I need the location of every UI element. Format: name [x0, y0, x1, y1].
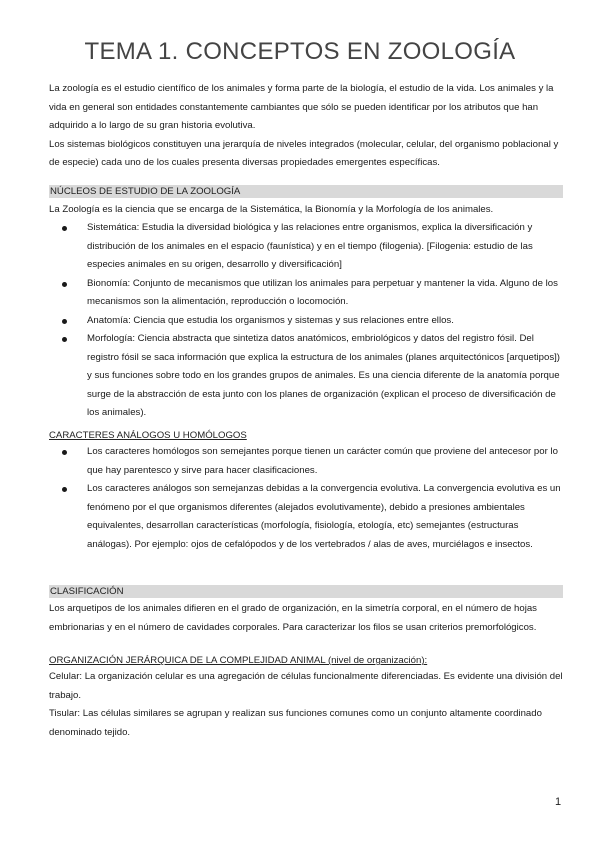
- list-item: Anatomía: Ciencia que estudia los organismos y sistemas y sus relaciones entre ellos.: [49, 312, 563, 331]
- page-number: 1: [555, 796, 562, 808]
- section1-lead-text: La Zoología es la ciencia que se encarga de la Sistemática, la Bionomía y la Morfología de los animales.: [49, 204, 494, 215]
- intro-paragraph-1: La zoología es el estudio científico de los animales y forma parte de la biología, el estudio de la vida. Los animales y la vida en general son entidades constantemente cambiantes que sólo se pueden identificar por los atributos que han adquirido a lo largo de su gran historia evolutiva.: [49, 83, 554, 131]
- list-item: Los caracteres análogos son semejanzas debidas a la convergencia evolutiva. La convergencia evolutiva es un fenómeno por el que organismos diferentes (alejados evolutivamente), debido a presiones ambientales equivalentes, desarrollan características (morfología, fisiología, etología, etc) semejantes (estructuras análogas). Por ejemplo: ojos de cefalópodos y de los vertebrados / alas de aves, murciélagos e insectos.: [49, 480, 563, 554]
- section2-list: [49, 443, 563, 554]
- bullet-icon: [62, 450, 67, 455]
- list-item: Morfología: Ciencia abstracta que sintetiza datos anatómicos, embriológicos y datos del registro fósil. Del registro fósil se saca información que explica la estructura de los animales (planes arquitectónicos [arquetipos]) y sus funciones sobre todo en los grandes grupos de animales. Es una ciencia diferente de la anatomía porque surge de la abstracción de esta junto con los planes de organización (explican el proceso de diversificación de los animales).: [49, 330, 563, 423]
- bullet-icon: [62, 487, 67, 492]
- section-heading-clasificacion: CLASIFICACIÓN: [49, 585, 563, 598]
- celular-paragraph: Celular: La organización celular es una agregación de células funcionalmente diferenciadas. Es evidente una división del trabajo.: [49, 671, 563, 701]
- list-item: Sistemática: Estudia la diversidad biológica y las relaciones entre organismos, explica la diversificación y distribución de los animales en el espacio (faunística) y en el tiempo (filogenia). [Filogenia: estudio de las especies animales en su origen, desarrollo y diversificación]: [49, 219, 563, 275]
- section1-lead: [49, 201, 563, 220]
- page-title: TEMA 1. CONCEPTOS EN ZOOLOGÍA: [84, 38, 516, 65]
- list-item: Bionomía: Conjunto de mecanismos que utilizan los animales para perpetuar y mantener la vida. Alguno de los mecanismos son la alimentación, reproducción o locomoción.: [49, 275, 563, 312]
- section3-block: [49, 600, 563, 637]
- bullet-icon: [62, 337, 67, 342]
- intro-block: [49, 80, 563, 173]
- bullet-icon: [62, 282, 67, 287]
- section-heading-nucleos: NÚCLEOS DE ESTUDIO DE LA ZOOLOGÍA: [49, 185, 563, 198]
- section-heading-organizacion: ORGANIZACIÓN JERÁRQUICA DE LA COMPLEJIDAD ANIMAL (nivel de organización):: [49, 655, 428, 666]
- section-heading-caracteres: CARACTERES ANÁLOGOS U HOMÓLOGOS: [49, 430, 247, 441]
- tisular-paragraph: Tisular: Las células similares se agrupan y realizan sus funciones comunes como un conjunto altamente coordinado denominado tejido.: [49, 708, 542, 738]
- list-item: Los caracteres homólogos son semejantes porque tienen un carácter común que proviene del antecesor por lo que hay parentesco y sirve para hacer clasificaciones.: [49, 443, 563, 480]
- intro-paragraph-2: Los sistemas biológicos constituyen una jerarquía de niveles integrados (molecular, celular, del organismo poblacional y de especie) cada uno de los cuales presenta diversas propiedades emergentes específicas.: [49, 138, 559, 168]
- section3-text: Los arquetipos de los animales difieren en el grado de organización, en la simetría corporal, en el número de hojas embrionarias y en el número de cavidades corporales. Para caracterizar los filos se usan criterios premorfológicos.: [49, 603, 537, 633]
- section4-block: [49, 668, 563, 742]
- bullet-icon: [62, 319, 67, 324]
- bullet-icon: [62, 226, 67, 231]
- section1-list: [49, 219, 563, 423]
